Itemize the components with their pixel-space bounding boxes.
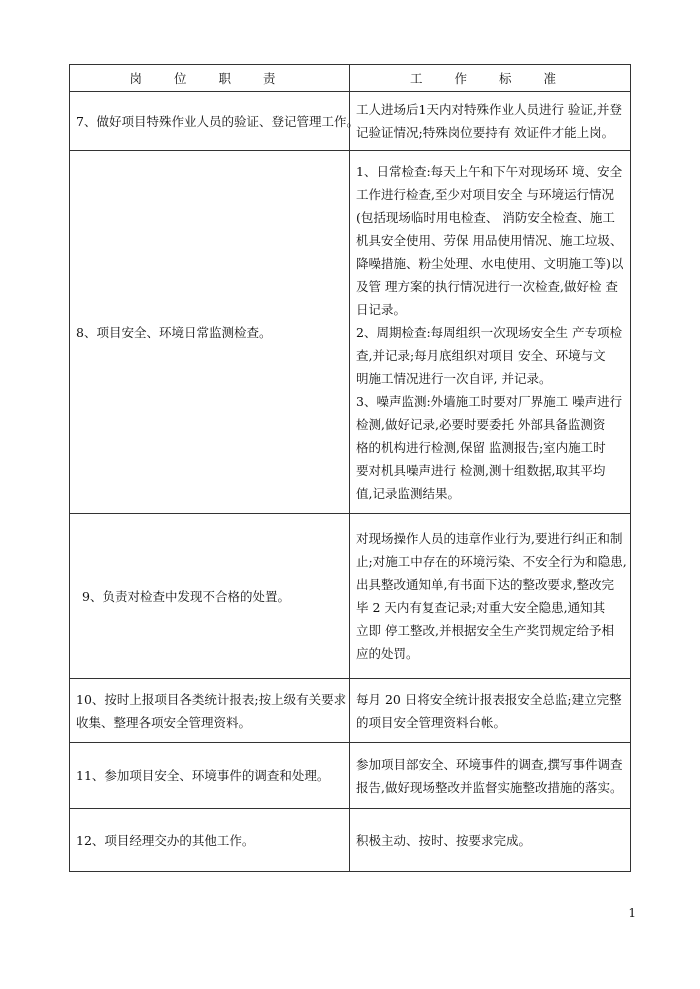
duty-text: 收集、整理各项安全管理资料。 — [76, 714, 252, 730]
standard-text: 3、噪声监测:外墙施工时要对厂界施工 噪声进行 — [356, 393, 623, 409]
standard-text: 积极主动、按时、按要求完成。 — [356, 832, 532, 848]
standard-text: 记验证情况;特殊岗位要持有 效证件才能上岗。 — [356, 125, 615, 140]
duty-cell — [70, 679, 350, 743]
standard-text: 报告,做好现场整改并监督实施整改措施的落实。 — [356, 779, 623, 795]
table-row — [70, 743, 631, 809]
standard-text: 及管 理方案的执行情况进行一次检查,做好检 查 — [356, 278, 618, 294]
standard-cell — [350, 514, 631, 679]
duty-text: 11、参加项目安全、环境事件的调查和处理。 — [76, 768, 330, 783]
standard-text: 止;对施工中存在的环境污染、不安全行为和隐患, — [356, 554, 627, 569]
standard-text: (包括现场临时用电检查、 消防安全检查、施工 — [356, 209, 615, 225]
standard-text: 立即 停工整改,并根据安全生产奖罚规定给予相 — [356, 623, 614, 638]
standard-cell — [350, 151, 631, 514]
standard-text: 参加项目部安全、环境事件的调查,撰写事件调查 — [356, 756, 623, 772]
standard-cell — [350, 809, 631, 872]
table-row — [70, 151, 631, 514]
page-number: 1 — [628, 906, 636, 920]
header-duty: 岗 位 职 责 — [70, 65, 350, 92]
standard-text: 工人进场后1天内对特殊作业人员进行 验证,并登 — [356, 102, 622, 117]
duty-cell — [70, 809, 350, 872]
duty-cell — [70, 92, 359, 151]
duty-text: 8、项目安全、环境日常监测检查。 — [76, 324, 272, 340]
duty-text: 7、做好项目特殊作业人员的验证、登记管理工作。 — [76, 113, 359, 129]
standard-text: 出具整改通知单,有书面下达的整改要求,整改完 — [356, 577, 614, 592]
table-row — [70, 514, 631, 679]
standard-text: 降噪措施、粉尘处理、水电使用、文明施工等)以 — [356, 255, 624, 271]
table-row — [70, 92, 631, 151]
standard-text: 机具安全使用、劳保 用品使用情况、施工垃圾、 — [356, 232, 623, 248]
table-row — [70, 679, 631, 743]
duty-cell — [70, 514, 350, 679]
duty-cell — [70, 743, 350, 809]
standard-text: 查,并记录;每月底组织对项目 安全、环境与文 — [356, 347, 606, 363]
standard-text: 要对机具噪声进行 检测,测十组数据,取其平均 — [356, 462, 606, 478]
standard-text: 1、日常检查:每天上午和下午对现场环 境、安全 — [356, 163, 623, 179]
duty-standard-table — [69, 64, 631, 872]
standard-cell — [350, 743, 631, 809]
duty-cell — [70, 151, 350, 514]
standard-text: 工作进行检查,至少对项目安全 与环境运行情况 — [356, 186, 614, 202]
standard-text: 日记录。 — [356, 301, 407, 317]
standard-text: 应的处罚。 — [356, 646, 419, 661]
header-standard: 工 作 标 准 — [350, 65, 631, 92]
standard-text: 2、周期检查:每周组织一次现场安全生 产专项检 — [356, 324, 623, 340]
standard-text: 对现场操作人员的违章作业行为,要进行纠正和制 — [356, 531, 623, 546]
standard-text: 值,记录监测结果。 — [356, 485, 460, 501]
standard-text: 每月 20 日将安全统计报表报安全总监;建立完整 — [356, 691, 622, 707]
duty-text: 12、项目经理交办的其他工作。 — [76, 832, 255, 848]
duty-text: 9、负责对检查中发现不合格的处置。 — [82, 588, 290, 604]
standard-text: 明施工情况进行一次自评, 并记录。 — [356, 370, 552, 386]
standard-cell — [350, 92, 631, 151]
standard-text: 格的机构进行检测,保留 监测报告;室内施工时 — [356, 439, 606, 455]
standard-text: 毕 2 天内有复查记录;对重大安全隐患,通知其 — [356, 600, 606, 615]
table-row — [70, 809, 631, 872]
standard-text: 的项目安全管理资料台帐。 — [356, 714, 507, 730]
table-header-row — [70, 65, 631, 92]
standard-cell — [350, 679, 631, 743]
duty-text: 10、按时上报项目各类统计报表;按上级有关要求 — [76, 691, 347, 707]
standard-text: 检测,做好记录,必要时要委托 外部具备监测资 — [356, 416, 606, 432]
